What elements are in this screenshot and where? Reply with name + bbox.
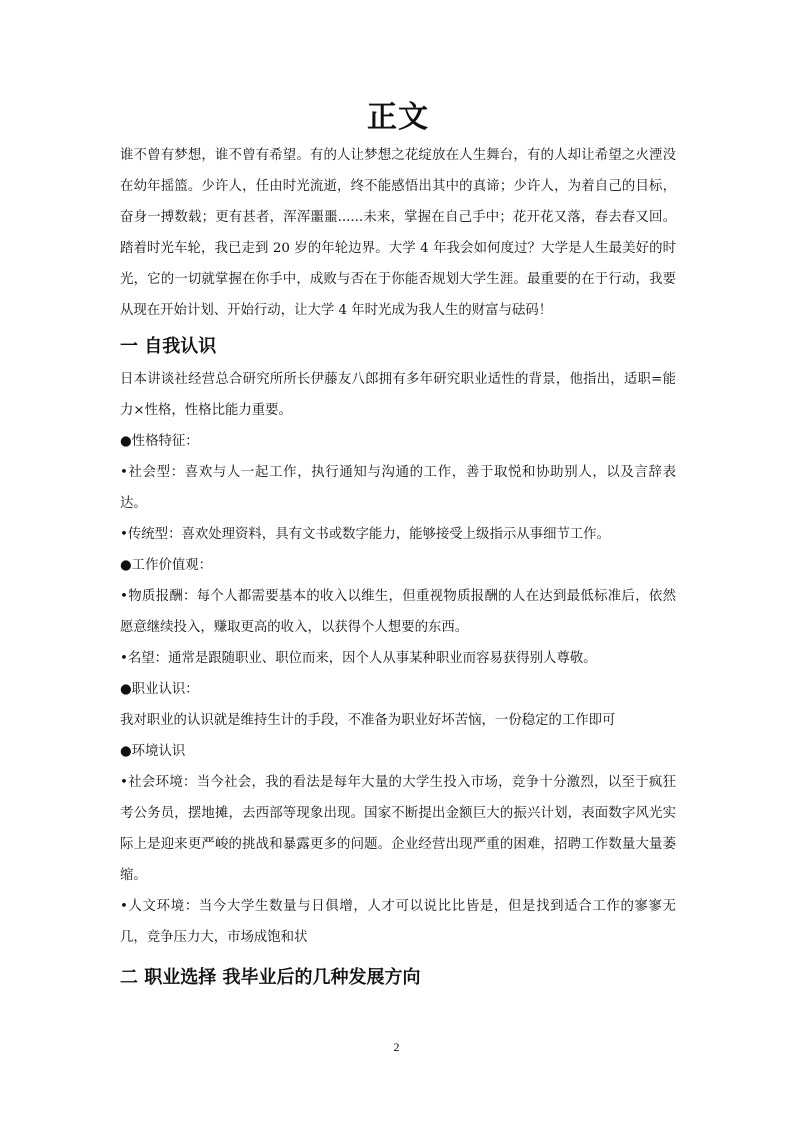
bullet-heading-personality: ●性格特征： [120,434,199,449]
list-item-social-environment: •社会环境：当今社会，我的看法是每年大量的大学生投入市场，竞争十分激烈，以至于疯狂考公务员，摆地摊，去西部等现象出现。国家不断提出金额巨大的振兴计划，表面数字风光实际上是迎来更严峻的挑战和暴露更多的问题。企业经营出现严重的困难，招聘工作数量大量萎缩。 [120,775,676,883]
intro-paragraph: 谁不曾有梦想，谁不曾有希望。有的人让梦想之花绽放在人生舞台，有的人却让希望之火湮没在幼年摇篮。少许人，任由时光流逝，终不能感悟出其中的真谛；少许人，为着自己的目标，奋身一搏数载；更有甚者，浑浑噩噩......未来，掌握在自己手中；花开花又落，春去春又回。踏着时光车轮，我已走到 20 岁的年轮边界。大学 4 年我会如何度过？大学是人生最美好的时光，它的一切就掌握在你手中，成败与否在于你能否规划大学生涯。最重要的在于行动，我要从现在开始计划、开始行动，让大学 4 年时光成为我人生的财富与砝码！ [120,148,676,318]
paragraph-aptitude: 日本讲谈社经营总合研究所所长伊藤友八郎拥有多年研究职业适性的背景，他指出，适职=能力×性格，性格比能力重要。 [120,372,676,418]
list-item-cultural-environment: •人文环境：当今大学生数量与日俱增，人才可以说比比皆是，但是找到适合工作的寥寥无几，竞争压力大，市场成饱和状 [120,899,676,945]
list-item-prestige: •名望：通常是跟随职业、职位而来，因个人从事某种职业而容易获得别人尊敬。 [120,651,597,666]
bullet-heading-work-values: ●工作价值观： [120,558,213,573]
section-heading-career-choice: 二 职业选择 我毕业后的几种发展方向 [120,967,421,988]
paragraph-career-view: 我对职业的认识就是维持生计的手段，不准备为职业好坏苦恼，一份稳定的工作即可 [120,713,616,728]
list-item-traditional-type: •传统型：喜欢处理资料，具有文书或数字能力，能够接受上级指示从事细节工作。 [120,527,610,542]
bullet-heading-career-awareness: ●职业认识： [120,682,199,697]
section-heading-self-awareness: 一 自我认识 [120,336,217,357]
list-item-social-type: •社会型：喜欢与人一起工作，执行通知与沟通的工作，善于取悦和协助别人，以及言辞表达。 [120,465,676,511]
page-title: 正文 [367,100,429,135]
document-page [120,98,676,995]
list-item-material-reward: •物质报酬：每个人都需要基本的收入以维生，但重视物质报酬的人在达到最低标准后，依然愿意继续投入，赚取更高的收入，以获得个人想要的东西。 [120,589,676,635]
page-number: 2 [393,1040,400,1054]
bullet-heading-environment: ●环境认识 [120,744,186,759]
